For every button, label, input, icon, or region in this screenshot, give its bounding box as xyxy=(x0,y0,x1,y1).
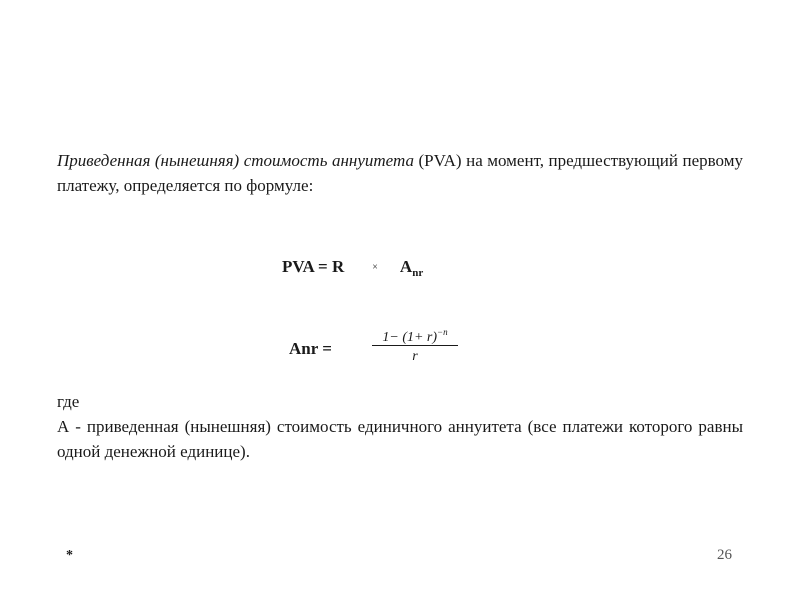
pva-formula-lhs: PVA = R xyxy=(282,257,345,276)
intro-paragraph xyxy=(57,148,743,198)
anr-fraction xyxy=(372,322,458,366)
pva-formula-rhs-subscript: nr xyxy=(412,267,424,279)
fraction-bar xyxy=(372,345,458,346)
intro-rest: (PVA) на момент, предшествующий первому платежу, определяется по формуле: xyxy=(57,151,743,195)
numerator-exponent: −n xyxy=(437,327,448,337)
footer-asterisk: * xyxy=(66,548,73,563)
pva-formula xyxy=(282,257,423,279)
pva-formula-rhs-base: A xyxy=(399,257,413,276)
annuity-term: Приведенная (нынешняя) стоимость аннуитета xyxy=(57,151,414,170)
definition-paragraph: А - приведенная (нынешняя) стоимость единичного аннуитета (все платежи которого равны одной денежной единице). xyxy=(57,417,743,461)
page-number: 26 xyxy=(717,547,732,563)
fraction-denominator: r xyxy=(412,349,418,364)
anr-formula-label: Anr = xyxy=(289,339,332,358)
multiply-operator: × xyxy=(372,262,378,273)
fraction-numerator xyxy=(372,322,458,345)
where-label: где xyxy=(57,392,80,411)
numerator-main: 1− (1+ r) xyxy=(382,330,438,345)
